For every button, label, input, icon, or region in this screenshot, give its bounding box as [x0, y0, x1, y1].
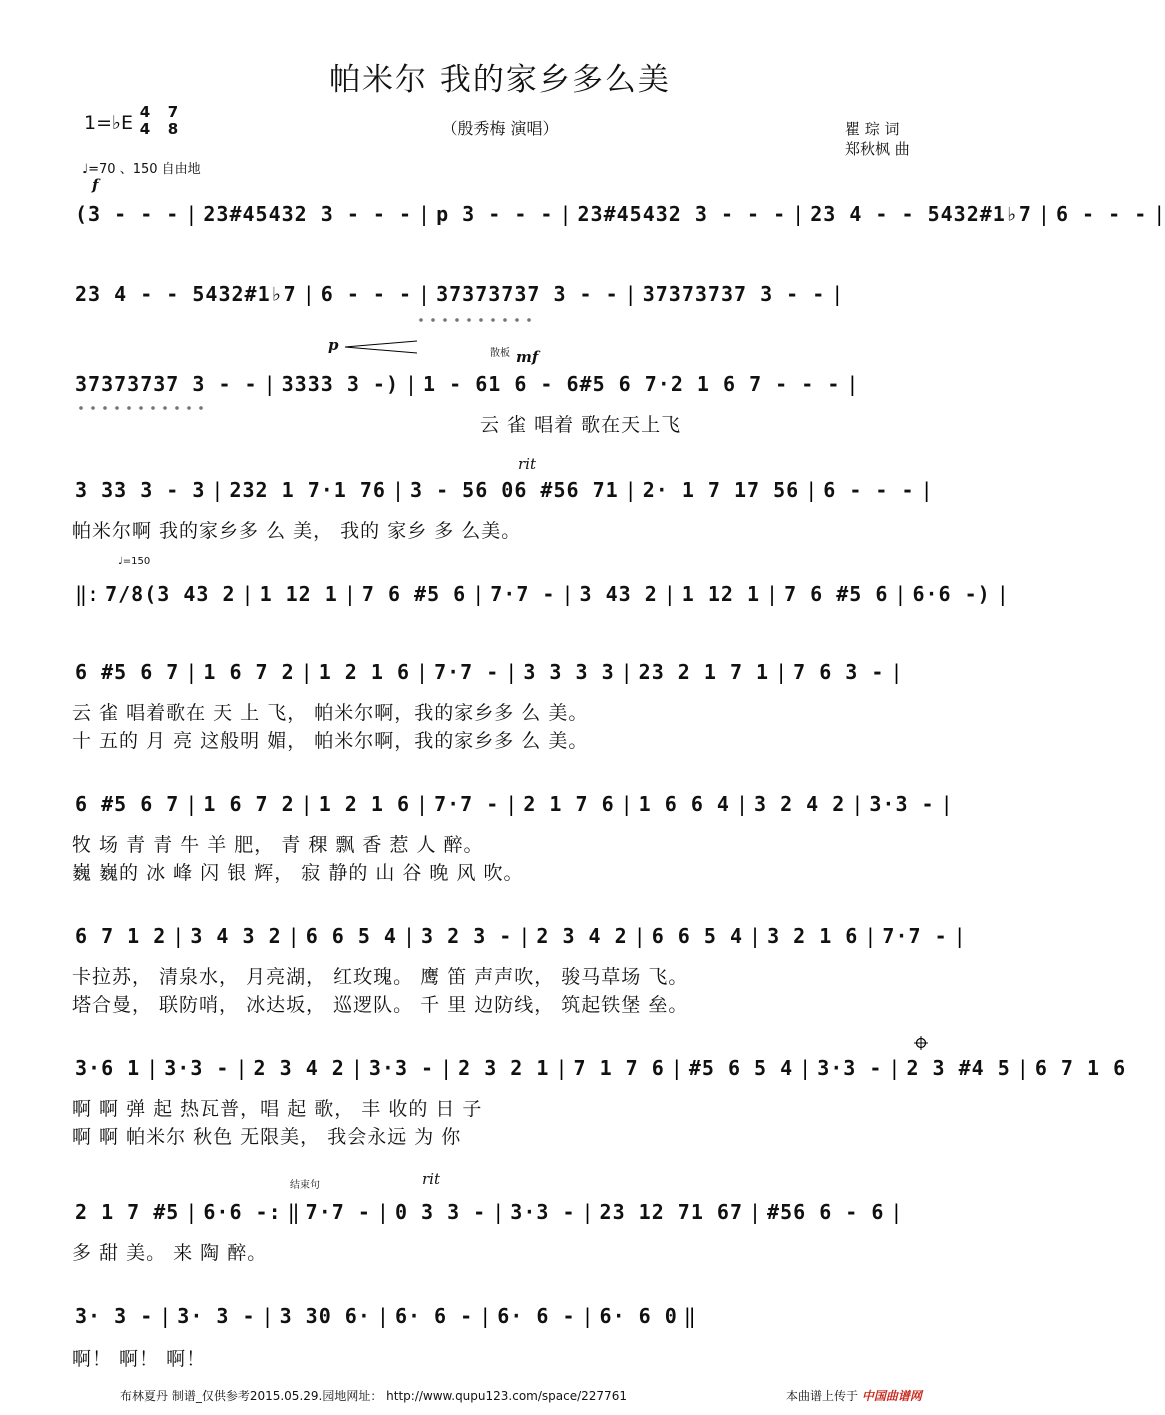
meter-top: 7	[167, 103, 179, 121]
footer-upload-note	[786, 1387, 922, 1404]
measure: (3 - - -	[75, 202, 180, 226]
lyric-line: 十 五的 月 亮 这般明 媚， 帕米尔啊，我的家乡多 么 美。	[72, 730, 589, 752]
notation-line-3: 37373737 3 - - | 3333 3 -) | 1 - 61 6 - 6#5 6 7·2 1 6 7 - - - |	[75, 372, 859, 396]
measure: 6 6 5 4	[651, 924, 744, 948]
measure: 1 - 61 6 - 6#5 6 7·2 1 6 7 - - -	[423, 372, 841, 396]
measure: 6· 6 -	[497, 1304, 576, 1328]
measure: 2 3 2 1	[458, 1056, 550, 1080]
measure: 3 4 3 2	[190, 924, 282, 948]
decrescendo-hairpin	[345, 340, 420, 354]
lyric-line: 啊 啊 帕米尔 秋色 无限美， 我会永远 为 你	[72, 1126, 462, 1148]
measure: 23 4 - - 5432#1♭7	[75, 282, 297, 306]
measure: 232 1 7·1 76	[229, 478, 386, 502]
measure: #5 6 5 4	[688, 1056, 794, 1080]
measure: 3·3 -	[164, 1056, 230, 1080]
measure: 3 2 1 6	[767, 924, 859, 948]
measure: 37373737 3 - -	[436, 282, 619, 306]
measure: 3·3 -	[510, 1200, 576, 1224]
measure: 7·7 -	[305, 1200, 371, 1224]
lyric-line: 云 雀 唱着歌在 天 上 飞， 帕米尔啊，我的家乡多 么 美。	[72, 702, 589, 724]
meter-top: 4	[139, 103, 151, 121]
measure: 23#45432 3 - - -	[203, 202, 413, 226]
composer-credit: 郑秋枫 曲	[845, 140, 910, 158]
measure: 6· 6 -	[394, 1304, 474, 1328]
site-logo: 中国曲谱网	[861, 1389, 922, 1403]
dynamic-piano: p	[328, 336, 339, 354]
notation-line-10: 2 1 7 #5 | 6·6 -: ‖ 7·7 - | 0 3 3 - | 3·3 - | 23 12 71 67 | #56 6 - 6 |	[75, 1200, 903, 1224]
measure: 0 3 3 -	[394, 1200, 487, 1224]
lyric-line: 巍 巍的 冰 峰 闪 银 辉， 寂 静的 山 谷 晚 风 吹。	[72, 862, 524, 884]
performer-credit: （殷秀梅 演唱）	[441, 119, 559, 138]
notation-line-1: (3 - - - | 23#45432 3 - - - | p 3 - - - | 23#45432 3 - - - | 23 4 - - 5432#1♭7 | 6 - - - |	[75, 202, 1165, 226]
dynamic-forte: f	[92, 176, 99, 194]
measure: 1 12 1	[259, 582, 338, 606]
measure: 23 2 1 7 1	[638, 660, 770, 684]
octave-dots	[415, 318, 535, 322]
measure: 3·3 -	[817, 1056, 883, 1080]
measure: 3· 3 -	[177, 1304, 256, 1328]
measure: 2 3 4 2	[536, 924, 628, 948]
notation-line-11: 3· 3 - | 3· 3 - | 3 30 6· | 6· 6 - | 6· 6 - | 6· 6 0 ‖	[75, 1304, 696, 1328]
tempo-marking-2: ♩=150	[118, 556, 151, 567]
notation-line-8: 6 7 1 2 | 3 4 3 2 | 6 6 5 4 | 3 2 3 - | 2 3 4 2 | 6 6 5 4 | 3 2 1 6 | 7·7 - |	[75, 924, 966, 948]
measure: 7/8(3 43 2	[105, 582, 236, 606]
measure: 6 - - -	[320, 282, 413, 306]
measure: 6 7 1 2	[75, 924, 167, 948]
meter-bottom: 8	[167, 120, 179, 138]
measure: 1 2 1 6	[318, 660, 411, 684]
measure: 7·7 -	[434, 792, 500, 816]
measure: 7·7 -	[434, 660, 500, 684]
measure: 23#45432 3 - - -	[577, 202, 787, 226]
measure: 3· 3 -	[75, 1304, 154, 1328]
lyric-line: 牧 场 青 青 牛 羊 肥， 青 稞 飘 香 惹 人 醉。	[72, 834, 484, 856]
measure: 6 #5 6 7	[75, 792, 180, 816]
measure: 3 43 2	[579, 582, 658, 606]
coda-icon	[914, 1036, 928, 1050]
lyric-line: 啊！ 啊！ 啊！	[72, 1348, 207, 1370]
measure: 3 30 6·	[279, 1304, 371, 1328]
lyric-line: 啊 啊 弹 起 热瓦普，唱 起 歌， 丰 收的 日 子	[72, 1098, 483, 1120]
measure: 6 7 1 6	[1034, 1056, 1127, 1080]
dynamic-mezzo-forte: mf	[516, 348, 539, 366]
octave-dots	[75, 406, 209, 410]
ritardando-marking: rit	[518, 455, 536, 473]
measure: 3·3 -	[368, 1056, 435, 1080]
measure: 3 - 56 06 #56 71	[410, 478, 619, 502]
measure: 7 6 #5 6	[361, 582, 467, 606]
measure: 3 2 3 -	[421, 924, 513, 948]
measure: 3·6 1	[75, 1056, 141, 1080]
ending-phrase-marking: 结束句	[290, 1180, 320, 1191]
measure: 37373737 3 - -	[75, 372, 258, 396]
measure: 1 2 1 6	[318, 792, 411, 816]
measure: 1 12 1	[681, 582, 761, 606]
measure: p 3 - - -	[436, 202, 554, 226]
ritardando-marking-2: rit	[422, 1170, 440, 1188]
lyric-line: 多 甜 美。 来 陶 醉。	[72, 1242, 268, 1264]
lyricist-credit: 瞿 琮 词	[845, 120, 900, 138]
measure: 3333 3 -)	[281, 372, 399, 396]
measure: 7 6 3 -	[793, 660, 885, 684]
upload-label: 本曲谱上传于	[786, 1389, 859, 1403]
measure: 6·6 -:	[203, 1200, 282, 1224]
measure: #56 6 - 6	[767, 1200, 885, 1224]
measure: 6·6 -)	[912, 582, 991, 606]
measure: 7·7 -	[882, 924, 948, 948]
sanban-marking: 散板	[490, 348, 510, 359]
measure: 23 12 71 67	[599, 1200, 743, 1224]
lyric-line: 帕米尔啊 我的家乡多 么 美， 我的 家乡 多 么美。	[72, 520, 522, 542]
measure: 1 6 7 2	[203, 660, 295, 684]
lyric-line: 云 雀 唱着 歌在天上飞	[480, 414, 682, 436]
tempo-marking: ♩=70 、150 自由地	[82, 162, 201, 177]
measure: 2 1 7 #5	[75, 1200, 180, 1224]
measure: 2 3 4 2	[253, 1056, 345, 1080]
key-signature: 1=♭E	[84, 112, 133, 134]
measure: 6 - - -	[823, 478, 915, 502]
measure: 2 3 #4 5	[906, 1056, 1011, 1080]
measure: 7 1 7 6	[573, 1056, 665, 1080]
measure: 6· 6 0	[599, 1304, 678, 1328]
measure: 3 33 3 - 3	[75, 478, 206, 502]
measure: 3 2 4 2	[754, 792, 846, 816]
notation-line-9: 3·6 1 | 3·3 - | 2 3 4 2 | 3·3 - | 2 3 2 1 | 7 1 7 6 | #5 6 5 4 | 3·3 - | 2 3 #4 5 | 6 7 1 6	[75, 1056, 1127, 1080]
measure: 37373737 3 - -	[642, 282, 826, 306]
measure: 1 6 6 4	[638, 792, 730, 816]
notation-line-2: 23 4 - - 5432#1♭7 | 6 - - - | 37373737 3 - - | 37373737 3 - - |	[75, 282, 844, 306]
lyric-line: 卡拉苏， 清泉水， 月亮湖， 红玫瑰。 鹰 笛 声声吹， 骏马草场 飞。	[72, 966, 689, 988]
notation-line-6: 6 #5 6 7 | 1 6 7 2 | 1 2 1 6 | 7·7 - | 3 3 3 3 | 23 2 1 7 1 | 7 6 3 - |	[75, 660, 903, 684]
measure: 6 - - -	[1055, 202, 1148, 226]
measure: 1 6 7 2	[203, 792, 295, 816]
lyric-line: 塔合曼， 联防哨， 冰达坂， 巡逻队。 千 里 边防线， 筑起铁堡 垒。	[72, 994, 689, 1016]
notation-line-4: 3 33 3 - 3 | 232 1 7·1 76 | 3 - 56 06 #56 71 | 2· 1 7 17 56 | 6 - - - |	[75, 478, 933, 502]
measure: 7·7 -	[490, 582, 556, 606]
measure: 2· 1 7 17 56	[642, 478, 800, 502]
measure: 3 3 3 3	[523, 660, 615, 684]
measure: 23 4 - - 5432#1♭7	[810, 202, 1032, 226]
measure: 6 #5 6 7	[75, 660, 180, 684]
footer-credit: 布林夏丹 制谱_仅供参考2015.05.29.园地网址： http://www.qupu123.com/space/227761	[120, 1389, 627, 1403]
meter-bottom: 4	[139, 120, 151, 138]
notation-line-5: ‖: 7/8(3 43 2 | 1 12 1 | 7 6 #5 6 | 7·7 - | 3 43 2 | 1 12 1 | 7 6 #5 6 | 6·6 -) |	[75, 582, 1009, 606]
measure: 2 1 7 6	[523, 792, 615, 816]
measure: 3·3 -	[869, 792, 935, 816]
measure: 6 6 5 4	[305, 924, 397, 948]
measure: 7 6 #5 6	[784, 582, 889, 606]
page-title: 帕米尔 我的家乡多么美	[329, 62, 671, 98]
notation-line-7: 6 #5 6 7 | 1 6 7 2 | 1 2 1 6 | 7·7 - | 2 1 7 6 | 1 6 6 4 | 3 2 4 2 | 3·3 - |	[75, 792, 953, 816]
